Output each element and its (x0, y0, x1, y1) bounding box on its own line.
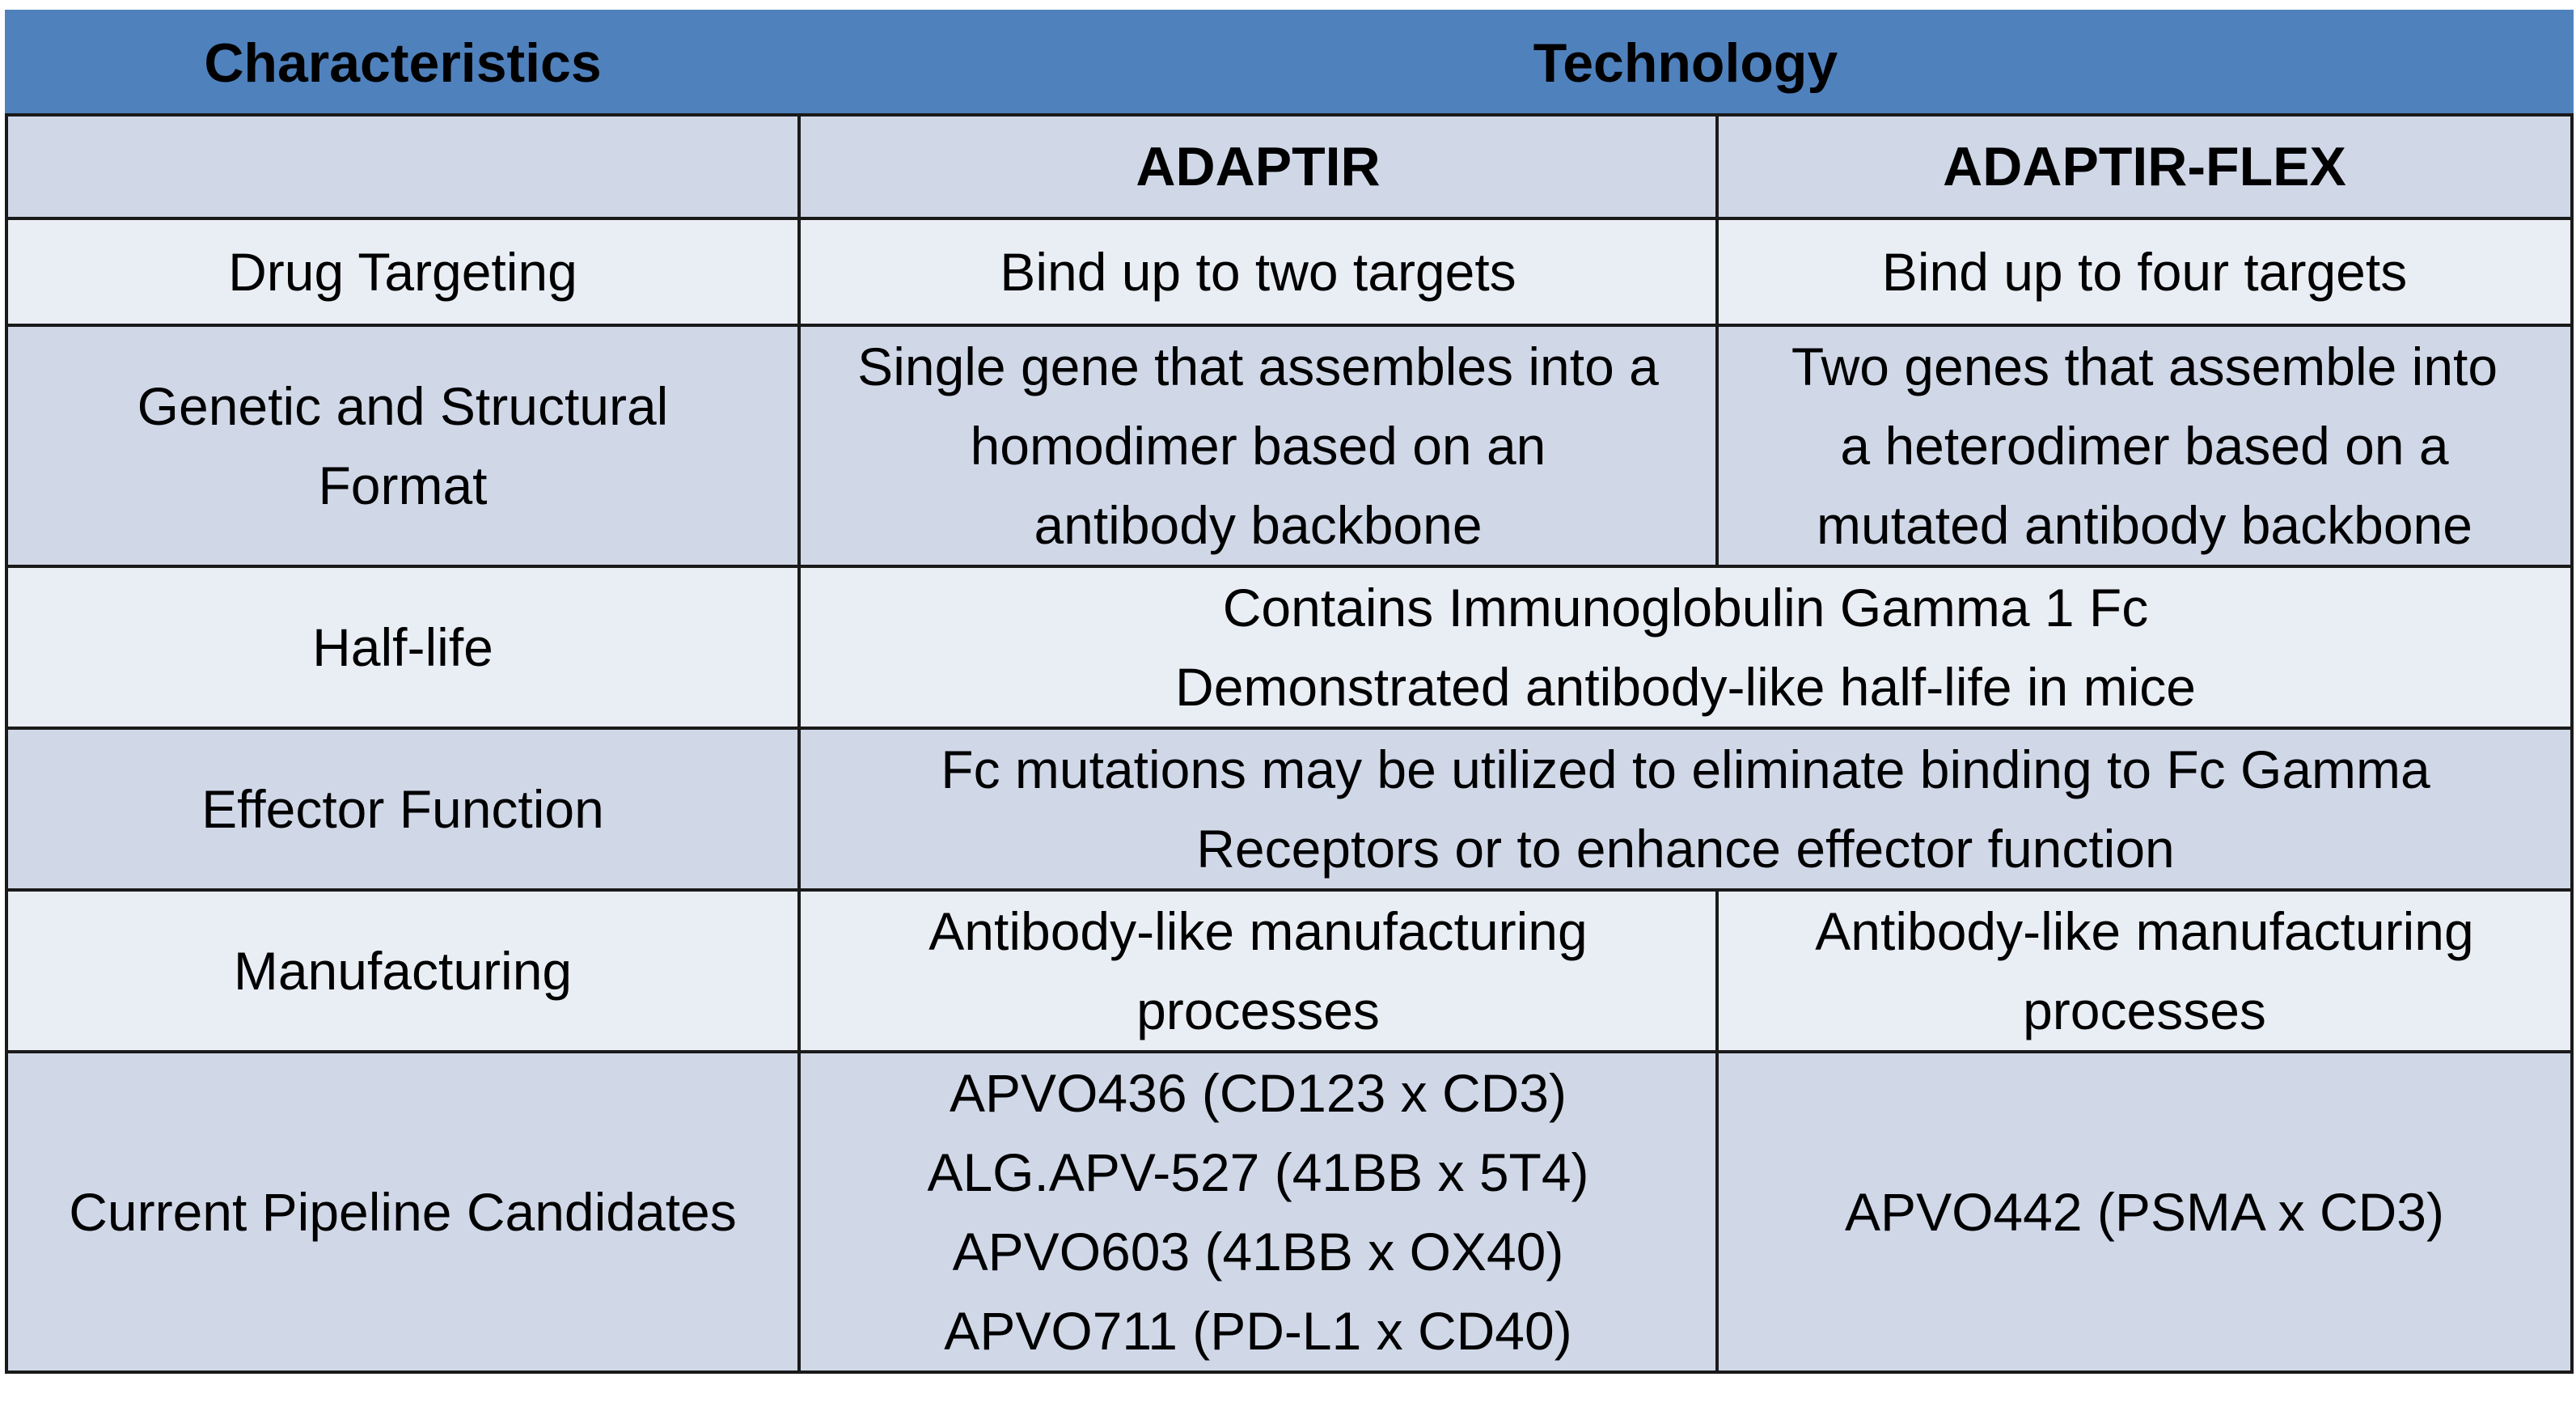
row-effector-function (6, 728, 2572, 890)
cell-adaptir-drug-targeting: Bind up to two targets (799, 218, 1717, 325)
pipeline-candidate: APVO436 (CD123 x CD3) (950, 1063, 1567, 1123)
text-line: processes (2023, 981, 2266, 1040)
cell-adaptir-flex-manufacturing (1717, 890, 2572, 1052)
row-drug-targeting (6, 218, 2572, 325)
header-characteristics: Characteristics (6, 11, 799, 115)
row-pipeline (6, 1052, 2572, 1372)
subheader-adaptir-flex: ADAPTIR-FLEX (1717, 115, 2572, 218)
row-manufacturing (6, 890, 2572, 1052)
label-line: Genetic and Structural (137, 376, 669, 436)
row-label-genetic-format (6, 325, 799, 566)
pipeline-candidate: APVO711 (PD-L1 x CD40) (944, 1301, 1572, 1361)
pipeline-candidate: ALG.APV-527 (41BB x 5T4) (927, 1142, 1589, 1202)
text-line: a heterodimer based on a (1840, 416, 2449, 476)
subheader-row (6, 115, 2572, 218)
row-label-half-life: Half-life (6, 566, 799, 728)
technology-comparison-table (5, 10, 2574, 1374)
row-label-drug-targeting: Drug Targeting (6, 218, 799, 325)
text-line: homodimer based on an (970, 416, 1546, 476)
pipeline-candidate: APVO603 (41BB x OX40) (952, 1222, 1564, 1282)
header-row (6, 11, 2572, 115)
row-half-life (6, 566, 2572, 728)
text-line: Antibody-like manufacturing (928, 901, 1588, 961)
subheader-adaptir: ADAPTIR (799, 115, 1717, 218)
row-label-manufacturing: Manufacturing (6, 890, 799, 1052)
text-line: Demonstrated antibody-like half-life in mice (1175, 657, 2196, 717)
row-label-pipeline: Current Pipeline Candidates (6, 1052, 799, 1372)
text-line: Single gene that assembles into a (857, 337, 1659, 396)
header-technology: Technology (799, 11, 2572, 115)
row-label-effector-function: Effector Function (6, 728, 799, 890)
cell-adaptir-manufacturing (799, 890, 1717, 1052)
subheader-empty-cell (6, 115, 799, 218)
cell-adaptir-pipeline (799, 1052, 1717, 1372)
text-line: processes (1136, 981, 1380, 1040)
text-line: Two genes that assemble into (1791, 337, 2498, 396)
cell-shared-half-life (799, 566, 2572, 728)
row-genetic-format (6, 325, 2572, 566)
cell-shared-effector-function (799, 728, 2572, 890)
text-line: Receptors or to enhance effector function (1196, 819, 2175, 879)
text-line: Fc mutations may be utilized to eliminate binding to Fc Gamma (941, 739, 2430, 799)
text-line: Contains Immunoglobulin Gamma 1 Fc (1222, 578, 2149, 638)
text-line: antibody backbone (1034, 495, 1483, 555)
cell-adaptir-flex-pipeline: APVO442 (PSMA x CD3) (1717, 1052, 2572, 1372)
cell-adaptir-flex-genetic-format (1717, 325, 2572, 566)
label-line: Format (318, 455, 488, 515)
text-line: Antibody-like manufacturing (1815, 901, 2474, 961)
cell-adaptir-genetic-format (799, 325, 1717, 566)
cell-adaptir-flex-drug-targeting: Bind up to four targets (1717, 218, 2572, 325)
text-line: mutated antibody backbone (1817, 495, 2472, 555)
